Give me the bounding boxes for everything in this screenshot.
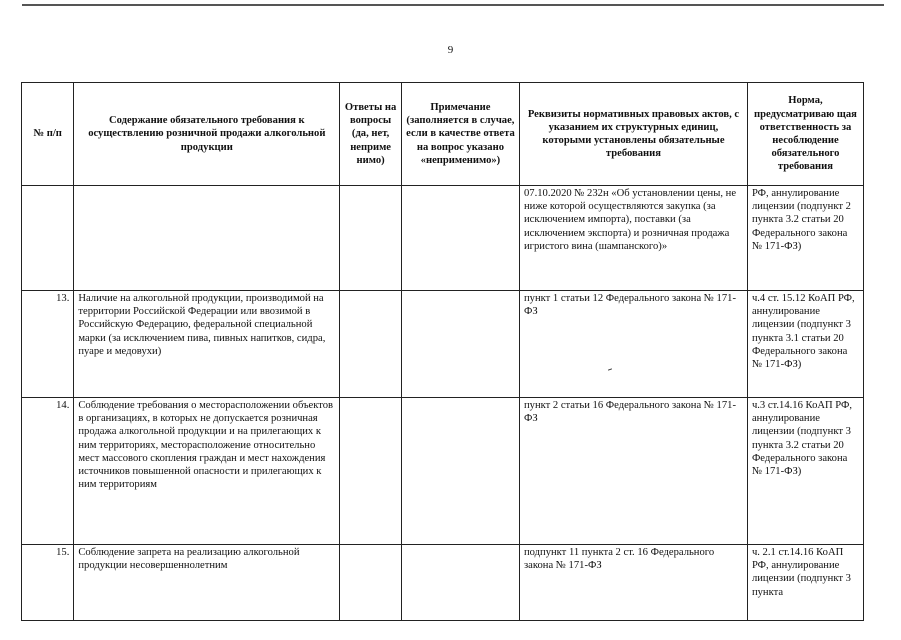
table-row (22, 186, 864, 291)
row-requisites: пункт 1 статьи 12 Федерального закона № 171-ФЗ (519, 291, 747, 398)
row-note-cell[interactable] (401, 398, 519, 545)
header-norm: Норма, предусматриваю щая ответственность за несоблюдение обязательного требования (747, 83, 863, 186)
header-content: Содержание обязательного требования к осуществлению розничной продажи алкогольной продукции (74, 83, 340, 186)
row-requisites: 07.10.2020 № 232н «Об установлении цены, не ниже которой осуществляются закупка (за исключением импорта), поставки (за исключением экспорта) и розничная продажа игристого вина (шампанского)» (519, 186, 747, 291)
row-number (22, 186, 74, 291)
row-note-cell[interactable] (401, 545, 519, 621)
header-number: № п/п (22, 83, 74, 186)
row-norm: ч.4 ст. 15.12 КоАП РФ, аннулирование лицензии (подпункт 3 пункта 3.1 статьи 20 Федерального закона № 171-ФЗ) (747, 291, 863, 398)
page-number: 9 (447, 44, 454, 56)
row-norm: ч.3 ст.14.16 КоАП РФ, аннулирование лицензии (подпункт 3 пункта 3.2 статьи 20 Федерального закона № 171-ФЗ) (747, 398, 863, 545)
row-requisites: подпункт 11 пункта 2 ст. 16 Федерального закона № 171-ФЗ (519, 545, 747, 621)
table-row (22, 291, 864, 398)
row-number: 15. (22, 545, 74, 621)
row-number: 13. (22, 291, 74, 398)
row-note-cell[interactable] (401, 291, 519, 398)
table-header-row (22, 83, 864, 186)
top-rule (22, 4, 884, 6)
table-row (22, 545, 864, 621)
row-content (74, 186, 340, 291)
row-number: 14. (22, 398, 74, 545)
header-note: Примечание (заполняется в случае, если в качестве ответа на вопрос указано «неприменимо») (401, 83, 519, 186)
row-content: Соблюдение требования о месторасположении объектов в организациях, в которых не допускается розничная продажа алкогольной продукции и на прилегающих к ним территориях, месторасположение относительно мест массового скопления граждан и мест нахождения источников повышенной опасности и прилегающих к ним территориям (74, 398, 340, 545)
row-note-cell[interactable] (401, 186, 519, 291)
row-answer-cell[interactable] (340, 291, 402, 398)
row-answer-cell[interactable] (340, 186, 402, 291)
header-answers: Ответы на вопросы (да, нет, неприме нимо) (340, 83, 402, 186)
row-content: Соблюдение запрета на реализацию алкогольной продукции несовершеннолетним (74, 545, 340, 621)
row-norm: ч. 2.1 ст.14.16 КоАП РФ, аннулирование лицензии (подпункт 3 пункта (747, 545, 863, 621)
row-answer-cell[interactable] (340, 398, 402, 545)
table-row (22, 398, 864, 545)
row-content: Наличие на алкогольной продукции, производимой на территории Российской Федерации или ввозимой в Российскую Федерацию, федеральной специальной марки (за исключением пива, пивных напитков, сидра, пуаре и медовухи) (74, 291, 340, 398)
row-requisites: пункт 2 статьи 16 Федерального закона № 171-ФЗ (519, 398, 747, 545)
row-answer-cell[interactable] (340, 545, 402, 621)
header-requisites: Реквизиты нормативных правовых актов, с указанием их структурных единиц, которыми установлены обязательные требования (519, 83, 747, 186)
requirements-table (21, 82, 864, 621)
row-norm: РФ, аннулирование лицензии (подпункт 2 пункта 3.2 статьи 20 Федерального закона № 171-ФЗ) (747, 186, 863, 291)
